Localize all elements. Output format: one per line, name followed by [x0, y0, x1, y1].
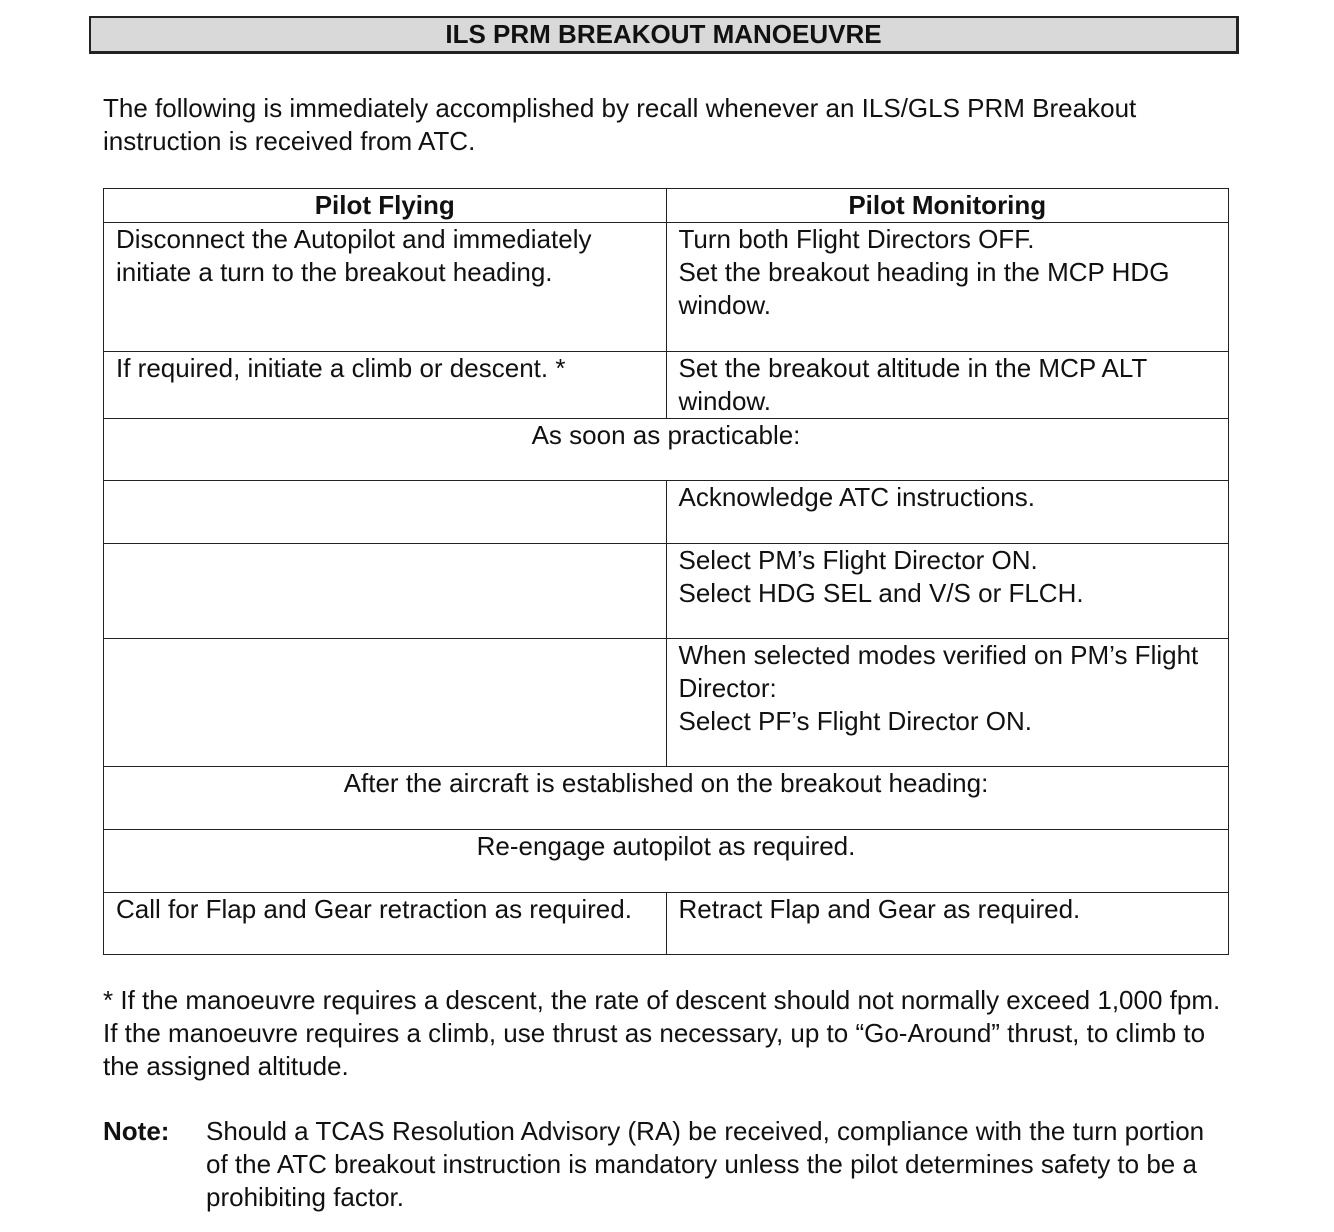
pm-line-pf-fd-on: Select PF’s Flight Director ON.	[678, 706, 1033, 736]
pm-cell-altitude: Set the breakout altitude in the MCP ALT window.	[666, 352, 1229, 419]
table-row	[104, 639, 1229, 767]
note-block	[103, 1115, 1233, 1214]
pf-cell-empty	[104, 481, 667, 544]
pm-cell-autopilot	[666, 223, 1229, 352]
pm-line-pm-fd-on: Select PM’s Flight Director ON.	[678, 545, 1038, 575]
pm-line-fd-off: Turn both Flight Directors OFF.	[678, 224, 1035, 254]
pf-cell-empty	[104, 639, 667, 767]
table-row	[104, 893, 1229, 955]
pm-line-hdg-sel: Select HDG SEL and V/S or FLCH.	[678, 578, 1084, 608]
header-pilot-flying: Pilot Flying	[104, 189, 667, 223]
table-row	[104, 544, 1229, 639]
table-row	[104, 223, 1229, 352]
span-cell-reengage: Re-engage autopilot as required.	[104, 830, 1229, 893]
span-cell-established: After the aircraft is established on the breakout heading:	[104, 767, 1229, 830]
footnote: * If the manoeuvre requires a descent, the rate of descent should not normally exceed 1,000 fpm. If the manoeuvre requires a climb, use thrust as necessary, up to “Go-Around” thrust, to climb to the assigned altitude.	[103, 985, 1221, 1081]
intro-paragraph: The following is immediately accomplished by recall whenever an ILS/GLS PRM Breakout instruction is received from ATC.	[103, 93, 1137, 156]
pm-cell-acknowledge: Acknowledge ATC instructions.	[666, 481, 1229, 544]
table-header-row	[104, 189, 1229, 223]
pm-line-verify: When selected modes verified on PM’s Flight Director:	[678, 640, 1199, 703]
pf-cell-empty	[104, 544, 667, 639]
pf-cell-flap: Call for Flap and Gear retraction as required.	[104, 893, 667, 955]
span-cell-practicable: As soon as practicable:	[104, 419, 1229, 481]
pm-cell-flap: Retract Flap and Gear as required.	[666, 893, 1229, 955]
pm-cell-select-pm-fd	[666, 544, 1229, 639]
pf-cell-climb: If required, initiate a climb or descent. *	[104, 352, 667, 419]
note-label: Note:	[103, 1116, 170, 1146]
table-row	[104, 830, 1229, 893]
header-pilot-monitoring: Pilot Monitoring	[666, 189, 1229, 223]
note-text: Should a TCAS Resolution Advisory (RA) be received, compliance with the turn portion of the ATC breakout instruction is mandatory unless the pilot determines safety to be a prohibiting factor.	[206, 1116, 1205, 1212]
pm-line-set-heading: Set the breakout heading in the MCP HDG window.	[678, 257, 1170, 320]
pm-cell-verify-modes	[666, 639, 1229, 767]
pf-cell-autopilot: Disconnect the Autopilot and immediately initiate a turn to the breakout heading.	[104, 223, 667, 352]
table-row	[104, 481, 1229, 544]
table-row	[104, 767, 1229, 830]
breakout-procedure-table	[103, 188, 1229, 955]
table-row	[104, 419, 1229, 481]
table-row	[104, 352, 1229, 419]
document-title: ILS PRM BREAKOUT MANOEUVRE	[89, 16, 1239, 54]
